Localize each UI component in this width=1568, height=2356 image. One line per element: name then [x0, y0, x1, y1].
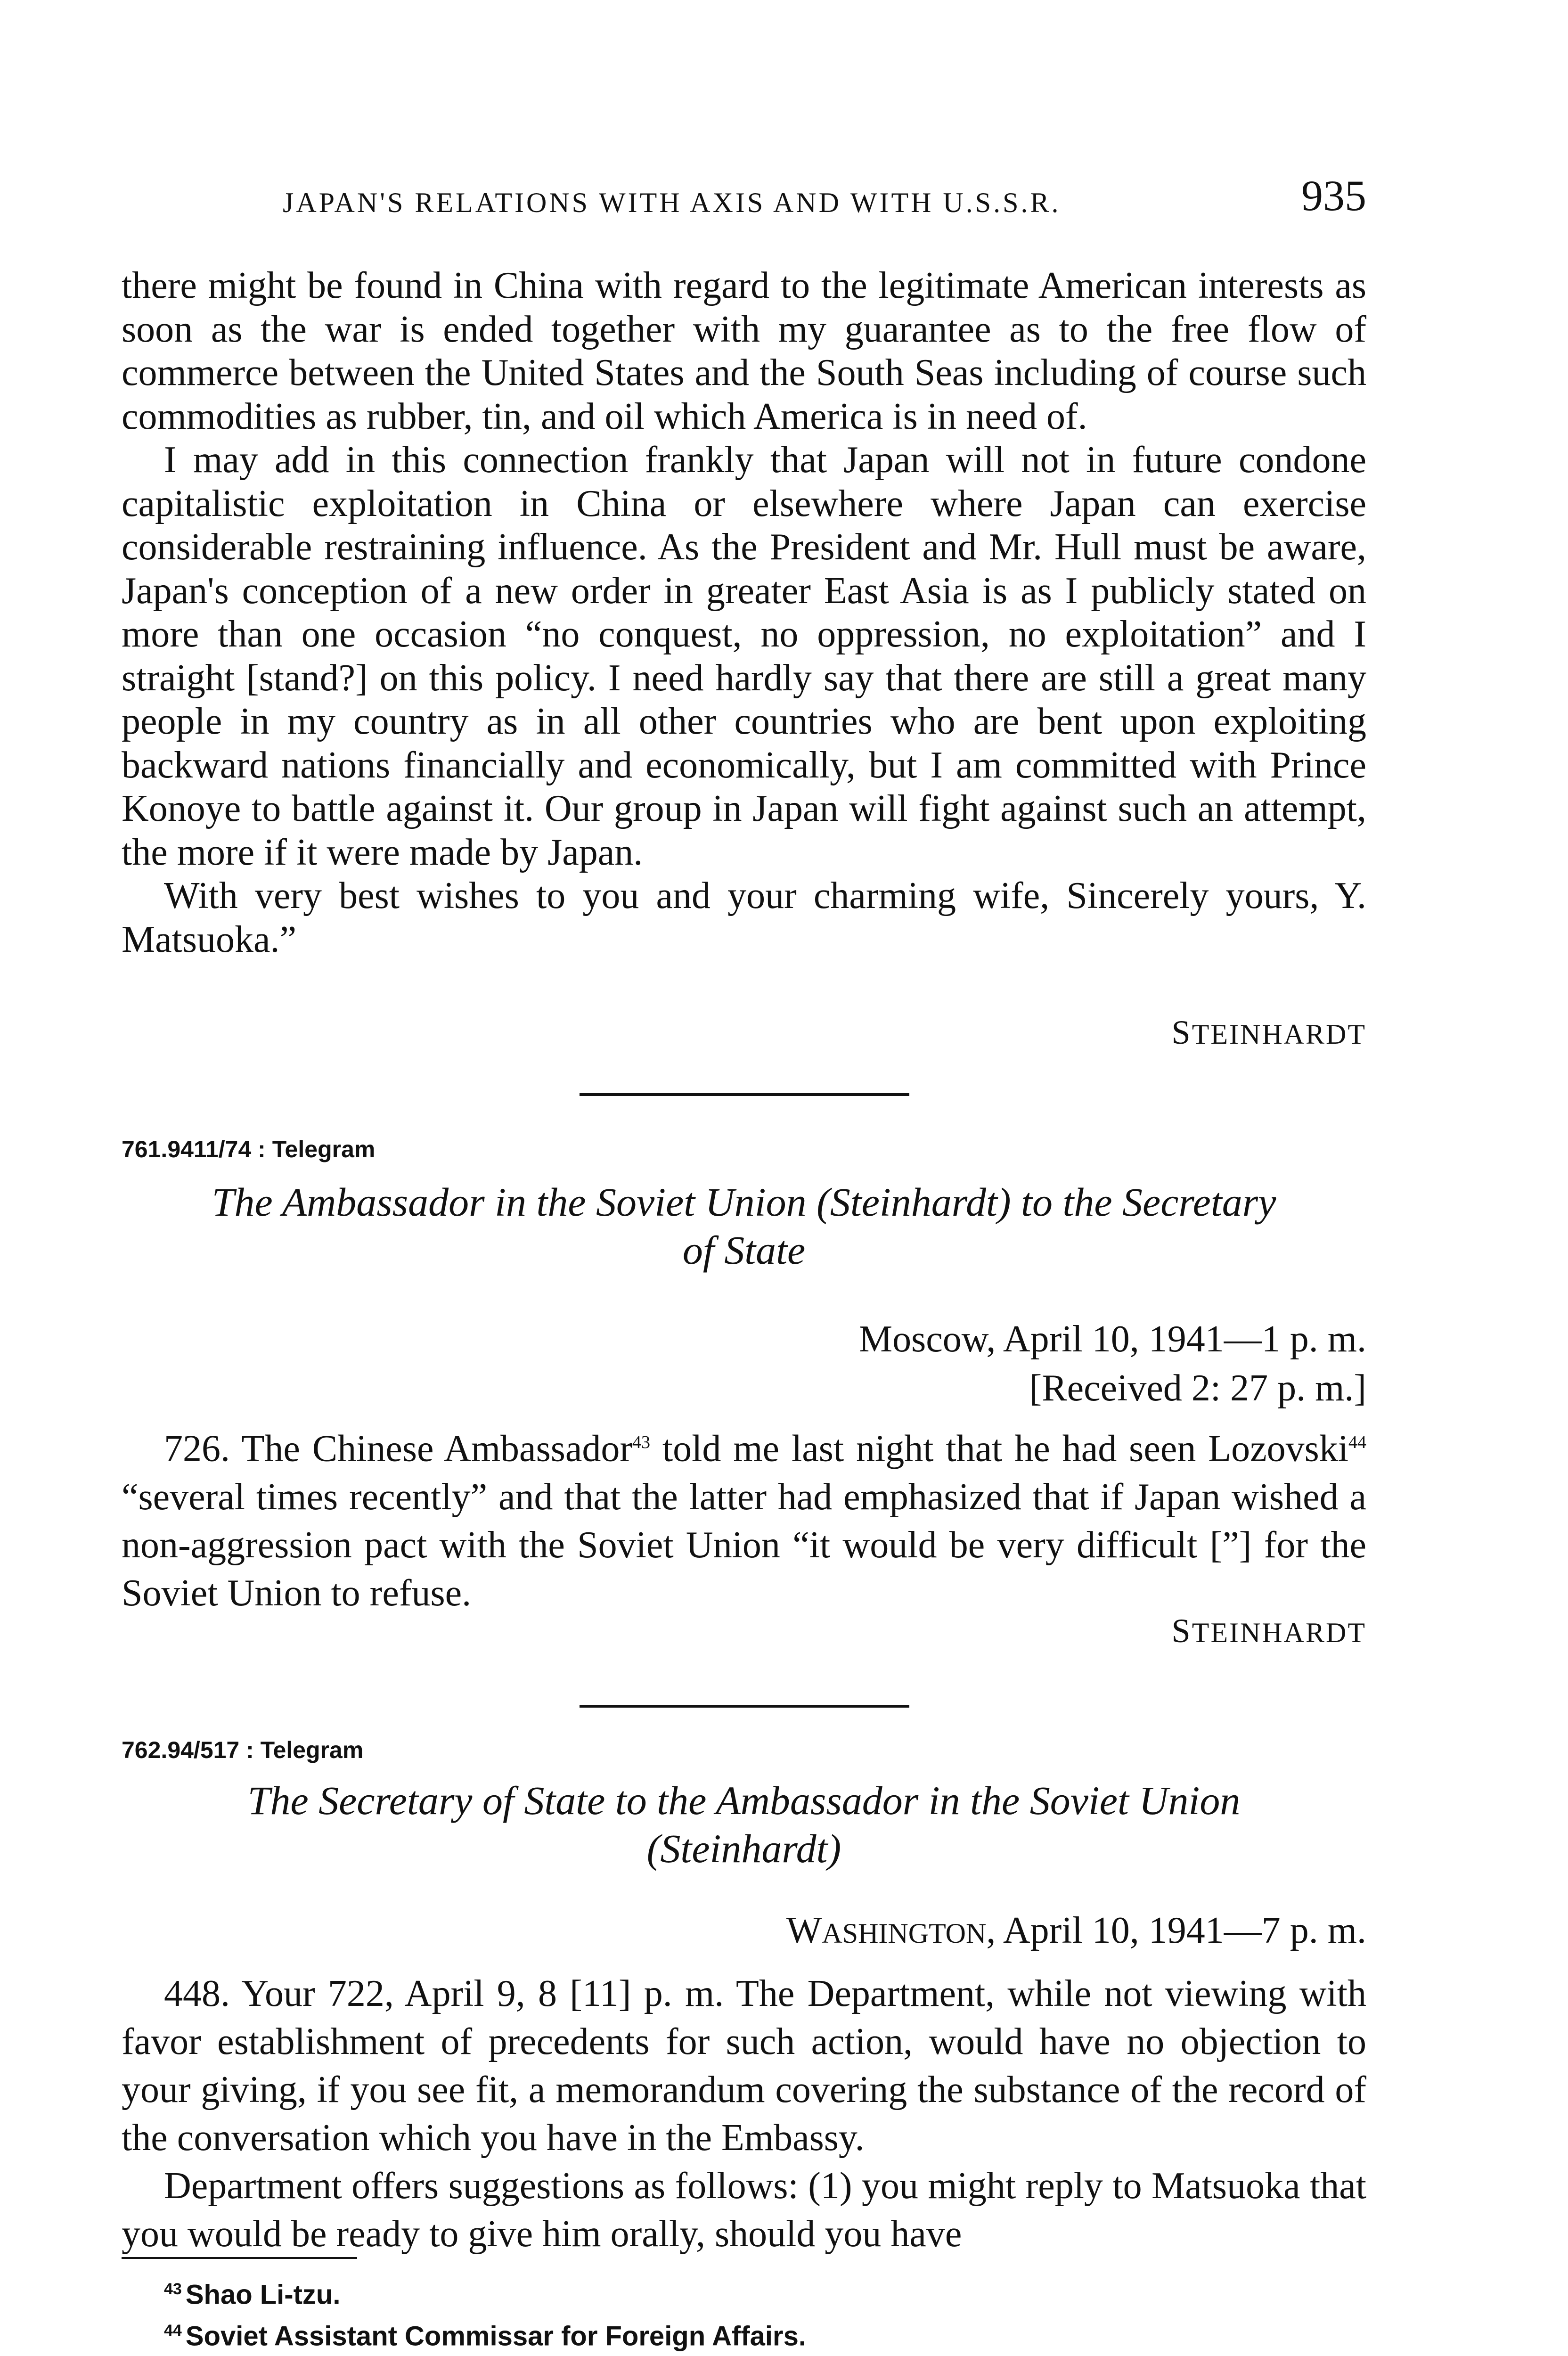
heading-line: The Secretary of State to the Ambassador in the Soviet Union [247, 1778, 1241, 1823]
date-line: Moscow, April 10, 1941—1 p. m. [858, 1318, 1366, 1360]
footnote-divider [122, 2257, 357, 2259]
paragraph: there might be found in China with regard to the legitimate American interests as soon as the war is ended together with my guarantee as to the free flow of commerce between the United States and the South Seas including of course such commodities as rubber, tin, and oil which America is in need of. [122, 265, 1366, 437]
signature-steinhardt [1172, 1013, 1366, 1052]
signature-initial: S [1171, 1014, 1192, 1051]
footnote-ref: 43 [632, 1432, 650, 1452]
footnote-mark: 43 [164, 2280, 182, 2298]
footnote [164, 2271, 806, 2313]
section-divider [580, 1093, 909, 1096]
signature-rest: TEINHARDT [1192, 1019, 1366, 1050]
section-divider [580, 1705, 909, 1708]
footnote-text: Shao Li-tzu. [185, 2279, 341, 2310]
paragraph: Department offers suggestions as follows: (1) you might reply to Matsuoka that you would be ready to give him orally, should you have [122, 2165, 1366, 2255]
signature-steinhardt [1172, 1612, 1366, 1651]
place-initial: W [786, 1910, 822, 1951]
page-header [122, 171, 1366, 227]
document-heading [122, 1776, 1366, 1873]
running-head: JAPAN'S RELATIONS WITH AXIS AND WITH U.S.S.R. [283, 187, 1061, 218]
signature-initial: S [1171, 1612, 1192, 1650]
letter-continuation [122, 264, 1366, 961]
heading-line: (Steinhardt) [646, 1826, 841, 1871]
footnote-ref: 44 [1348, 1432, 1367, 1452]
telegram-body [122, 1970, 1366, 2258]
document-heading [122, 1178, 1366, 1274]
footnote-mark: 44 [164, 2322, 182, 2340]
signature-rest: TEINHARDT [1192, 1617, 1366, 1648]
footnote [164, 2313, 806, 2354]
place-rest: ASHINGTON [822, 1918, 987, 1949]
paragraph: 726. The Chinese Ambassador$^{43}$ told me last night that he had seen Lozovski$^{44}$ “several times recently” and that the latter had emphasized that if Japan wished a non-aggression pact with the Soviet Union “it would be very difficult [”] for the Soviet Union to refuse. [122, 1428, 1367, 1614]
paragraph: I may add in this connection frankly that Japan will not in future condone capitalistic exploitation in China or elsewhere where Japan can exercise considerable restraining influence. As the President and Mr. Hull must be aware, Japan's conception of a new order in greater East Asia is as I publicly stated on more than one occasion “no conquest, no oppression, no exploitation” and I straight [stand?] on this policy. I need hardly say that there are still a great many people in my country as in all other countries who are bent upon exploiting backward nations financially and economically, but I am committed with Prince Konoye to battle against it. Our group in Japan will fight against such an attempt, the more if it were made by Japan. [122, 439, 1366, 873]
dateline [786, 1906, 1366, 1958]
dateline [859, 1315, 1366, 1413]
received-line: [Received 2: 27 p. m.] [1029, 1367, 1366, 1409]
date-rest: , April 10, 1941—7 p. m. [986, 1910, 1366, 1951]
page-number: 935 [1301, 172, 1366, 220]
file-reference: 761.9411/74 : Telegram [122, 1136, 376, 1162]
paragraph: With very best wishes to you and your charming wife, Sincerely yours, Y. Matsuoka.” [122, 875, 1366, 960]
telegram-body [122, 1418, 1366, 1617]
paragraph: 448. Your 722, April 9, 8 [11] p. m. The Department, while not viewing with favor establishment of precedents for such action, would have no objection to your giving, if you see fit, a memorandum covering the substance of the record of the conversation which you have in the Embassy. [122, 1973, 1366, 2159]
heading-line: The Ambassador in the Soviet Union (Steinhardt) to the Secretary [212, 1179, 1276, 1225]
file-reference: 762.94/517 : Telegram [122, 1737, 364, 1763]
footnotes [164, 2271, 806, 2355]
heading-line: of State [682, 1227, 806, 1273]
footnote-text: Soviet Assistant Commissar for Foreign Affairs. [185, 2321, 806, 2352]
